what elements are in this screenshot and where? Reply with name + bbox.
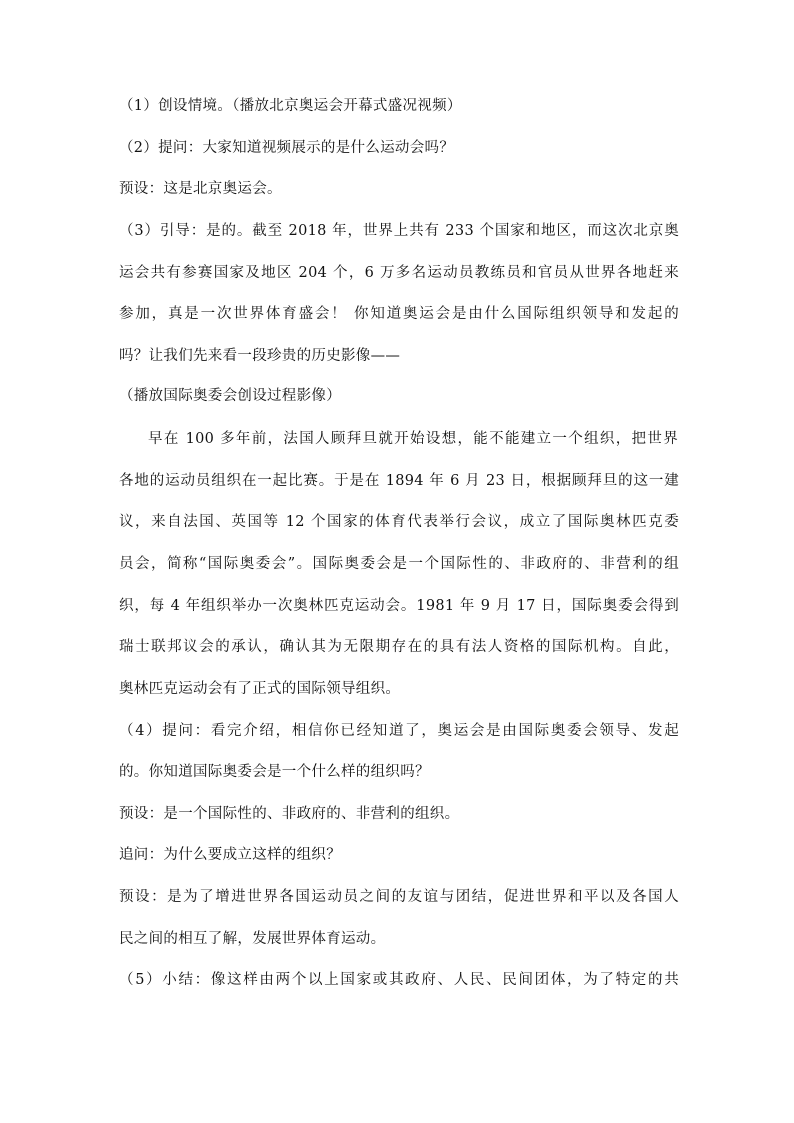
text-line-16: （4）提问：看完介绍，相信你已经知道了，奥运会是由国际奥委会领导、发起: [119, 723, 679, 739]
text-line-22: （5）小结：像这样由两个以上国家或其政府、人民、民间团体，为了特定的共: [119, 972, 679, 988]
text-line-4: （3）引导：是的。截至 2018 年，世界上共有 233 个国家和地区，而这次北京奥: [119, 223, 679, 239]
text-line-9: 早在 100 多年前，法国人顾拜旦就开始设想，能不能建立一个组织，把世界: [148, 431, 678, 447]
text-line-1: （1）创设情境。（播放北京奥运会开幕式盛况视频）: [119, 98, 462, 114]
text-line-14: 瑞士联邦议会的承认，确认其为无限期存在的具有法人资格的国际机构。自此，: [119, 639, 679, 655]
text-line-20: 预设：是为了增进世界各国运动员之间的友谊与团结，促进世界和平以及各国人: [119, 889, 679, 905]
text-line-11: 议，来自法国、英国等 12 个国家的体育代表举行会议，成立了国际奥林匹克委: [119, 514, 679, 530]
text-line-13: 织，每 4 年组织举办一次奥林匹克运动会。1981 年 9 月 17 日，国际奥委会得到: [119, 598, 679, 614]
text-line-7: 吗？让我们先来看一段珍贵的历史影像——: [119, 348, 401, 364]
text-line-21: 民之间的相互了解，发展世界体育运动。: [119, 931, 386, 947]
text-line-5: 运会共有参赛国家及地区 204 个，6 万多名运动员教练员和官员从世界各地赶来: [119, 265, 679, 281]
text-line-10: 各地的运动员组织在一起比赛。于是在 1894 年 6 月 23 日，根据顾拜旦的这一建: [119, 473, 679, 489]
text-line-2: （2）提问：大家知道视频展示的是什么运动会吗？: [119, 140, 455, 156]
text-line-8: （播放国际奥委会创设过程影像）: [119, 388, 341, 404]
text-line-18: 预设：是一个国际性的、非政府的、非营利的组织。: [119, 806, 460, 822]
text-line-3: 预设：这是北京奥运会。: [119, 181, 282, 197]
text-line-17: 的。你知道国际奥委会是一个什么样的组织吗？: [119, 764, 430, 780]
text-line-6: 参加，真是一次世界体育盛会！ 你知道奥运会是由什么国际组织领导和发起的: [119, 306, 679, 322]
text-line-19: 追问：为什么要成立这样的组织？: [119, 847, 341, 863]
text-line-12: 员会，简称“国际奥委会”。国际奥委会是一个国际性的、非政府的、非营利的组: [119, 556, 679, 572]
text-line-15: 奥林匹克运动会有了正式的国际领导组织。: [119, 681, 401, 697]
